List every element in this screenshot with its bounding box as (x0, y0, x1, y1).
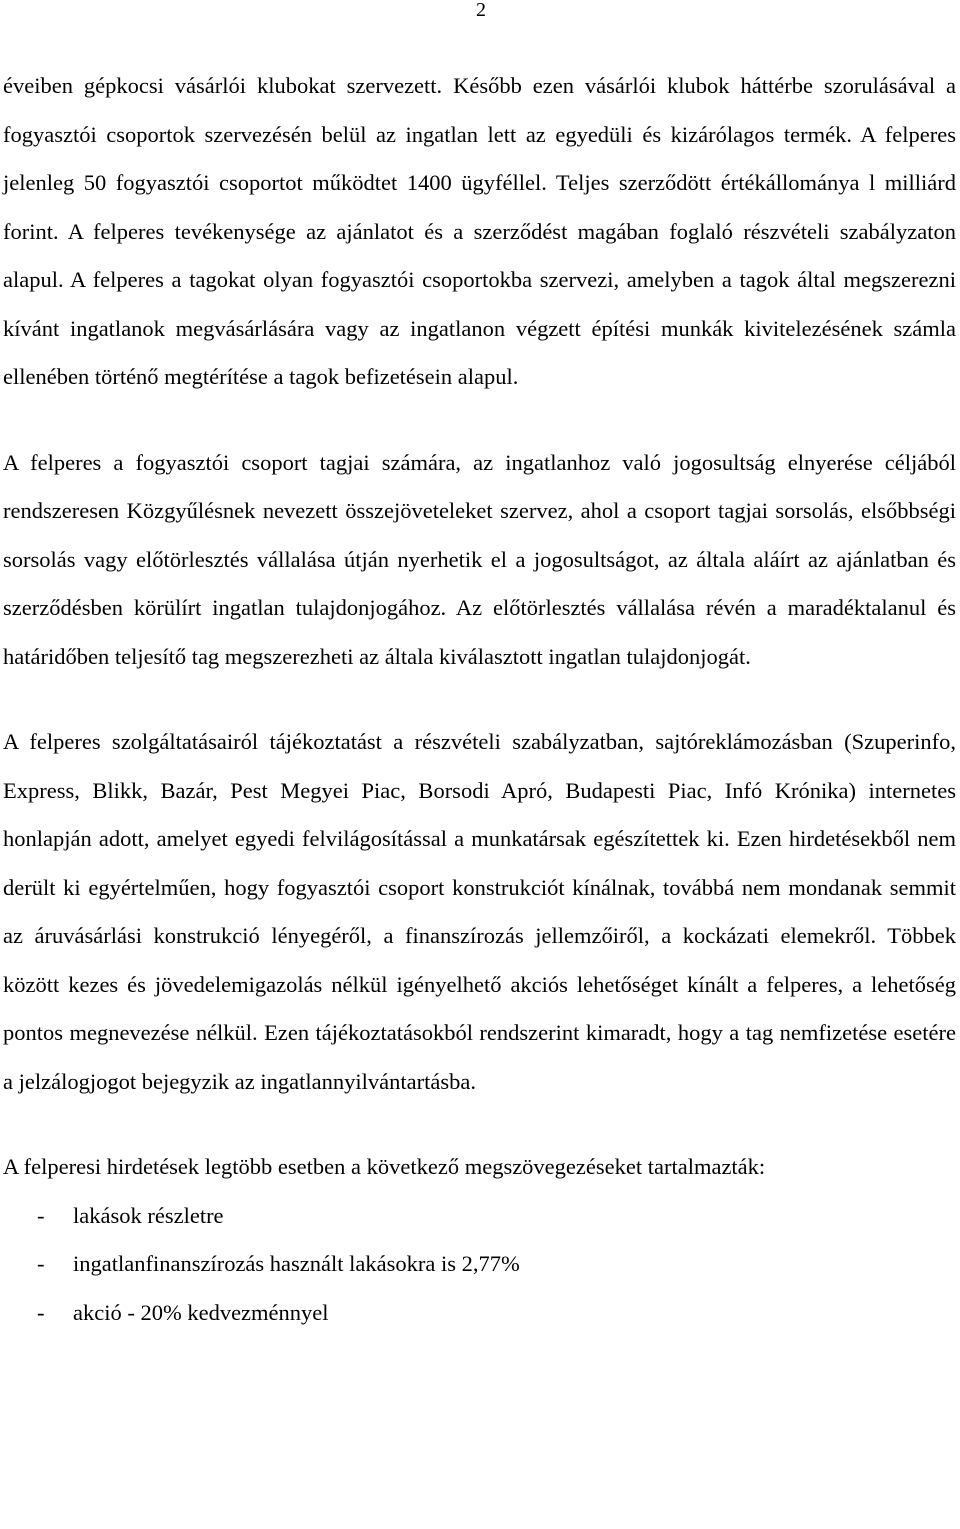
page-number: 2 (476, 0, 486, 21)
paragraph-4: A felperesi hirdetések legtöbb esetben a következő megszövegezéseket tartalmazták: (3, 1154, 766, 1179)
list-item-text: ingatlanfinanszírozás használt lakásokra is 2,77% (73, 1251, 520, 1276)
list-item (3, 1240, 956, 1289)
list-dash: - (37, 1202, 45, 1228)
list-dash: - (37, 1299, 45, 1325)
list-item-text: akció - 20% kedvezménnyel (73, 1299, 329, 1325)
paragraph-2: A felperes a fogyasztói csoport tagjai számára, az ingatlanhoz való jogosultság elnyerése céljából rendszeresen Közgyűlésnek nevezett összejöveteleket szervez, ahol a csoport tagjai sorsolás, elsőbbségi sorsolás vagy előtörlesztés vállalása útján nyerhetik el a jogosultságot, az általa aláírt az ajánlatban és szerződésben körülírt ingatlan tulajdonjogához. Az előtörlesztés vállalása révén a maradéktalanul és határidőben teljesítő tag megszerezheti az általa kiválasztott ingatlan tulajdonjogát. (3, 449, 956, 669)
list-item-text: lakások részletre (73, 1202, 224, 1228)
page-body (3, 62, 956, 1337)
ad-phrases-list (3, 1192, 956, 1338)
paragraph-3: A felperes szolgáltatásairól tájékoztatást a részvételi szabályzatban, sajtóreklámozásban (Szuperinfo, Express, Blikk, Bazár, Pest Megyei Piac, Borsodi Apró, Budapesti Piac, Infó Krónika) internetes honlapján adott, amelyet egyedi felvilágosítással a munkatársak egészítettek ki. Ezen hirdetésekből nem derült ki egyértelműen, hogy fogyasztói csoport konstrukciót kínálnak, továbbá nem mondanak semmit az áruvásárlási konstrukció lényegéről, a finanszírozás jellemzőiről, a kockázati elemekről. Többek között kezes és jövedelemigazolás nélkül igényelhető akciós lehetőséget kínált a felperes, a lehetőség pontos megnevezése nélkül. Ezen tájékoztatásokból rendszerint kimaradt, hogy a tag nemfizetése esetére a jelzálogjogot bejegyzik az ingatlannyilvántartásba. (3, 729, 956, 1094)
list-dash: - (37, 1251, 45, 1276)
list-item (3, 1289, 956, 1338)
list-item (3, 1192, 956, 1241)
paragraph-1: éveiben gépkocsi vásárlói klubokat szervezett. Később ezen vásárlói klubok háttérbe szorulásával a fogyasztói csoportok szervezésén belül az ingatlan lett az egyedüli és kizárólagos termék. A felperes jelenleg 50 fogyasztói csoportot működtet 1400 ügyféllel. Teljes szerződött értékállománya l milliárd forint. A felperes tevékenysége az ajánlatot és a szerződést magában foglaló részvételi szabályzaton alapul. A felperes a tagokat olyan fogyasztói csoportokba szervezi, amelyben a tagok által megszerezni kívánt ingatlanok megvásárlására vagy az ingatlanon végzett építési munkák kivitelezésének számla ellenében történő megtérítése a tagok befizetésein alapul. (3, 73, 956, 389)
